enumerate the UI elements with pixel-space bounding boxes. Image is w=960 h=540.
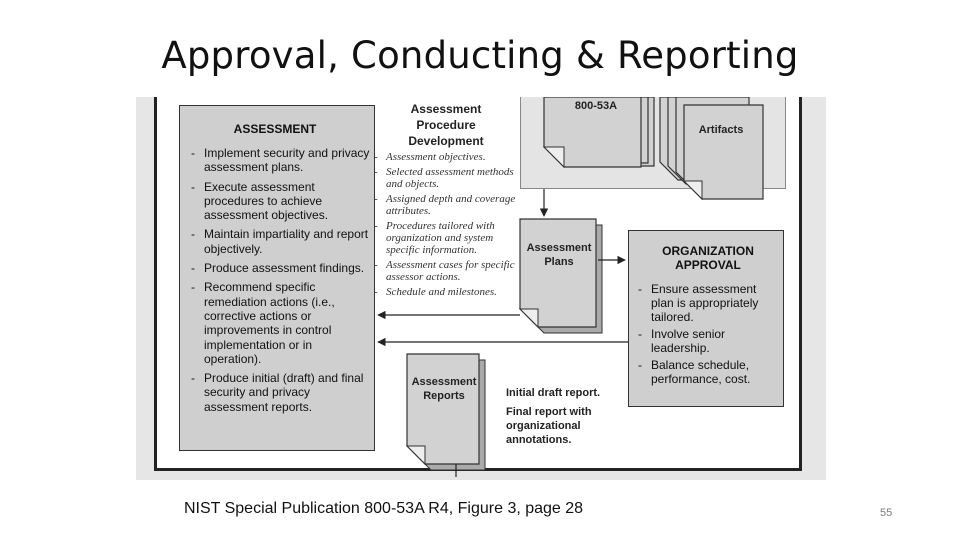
list-item: - Produce assessment findings. [190, 261, 370, 275]
artifacts-label: Artifacts [698, 124, 744, 136]
diagram-graphics [136, 97, 826, 480]
list-item: - Produce initial (draft) and final security and privacy assessment reports. [190, 371, 370, 414]
list-item: - Ensure assessment plan is appropriately tailored. [637, 282, 779, 324]
final-report-note: Final report with organizational annotations. [506, 406, 592, 446]
assessment-plans-document [520, 219, 602, 333]
procedure-development-title: Assessment Procedure Development [408, 102, 484, 148]
list-item: - Assigned depth and coverage attributes. [374, 193, 519, 217]
list-item: - Maintain impartiality and report objectively. [190, 227, 370, 256]
figure-caption: NIST Special Publication 800-53A R4, Figure 3, page 28 [184, 500, 584, 517]
artifacts-document-stack [660, 97, 763, 199]
list-item: - Selected assessment methods and objects. [374, 166, 519, 190]
list-item: - Assessment objectives. [374, 151, 519, 163]
standard-label: 800-53A [574, 100, 618, 112]
assessment-reports-label: Assessment Reports [411, 376, 477, 402]
list-item: - Balance schedule, performance, cost. [637, 358, 779, 386]
list-item: - Assessment cases for specific assessor actions. [374, 259, 519, 283]
list-item: - Schedule and milestones. [374, 286, 519, 298]
list-item: - Execute assessment procedures to achieve assessment objectives. [190, 180, 370, 223]
organization-approval-title: ORGANIZATION APPROVAL [662, 244, 754, 272]
list-item: - Involve senior leadership. [637, 327, 779, 355]
list-item: - Recommend specific remediation actions (i.e., corrective actions or improvements in control implementation or in operation). [190, 280, 370, 366]
list-item: - Procedures tailored with organization and system specific information. [374, 220, 519, 256]
assessment-reports-document [407, 354, 485, 470]
slide-title: Approval, Conducting & Reporting [161, 34, 799, 77]
assessment-title: ASSESSMENT [233, 122, 317, 136]
nist-figure [136, 97, 826, 480]
initial-report-note: Initial draft report. [506, 387, 601, 399]
page-number: 55 [880, 507, 893, 519]
list-item: - Implement security and privacy assessment plans. [190, 146, 370, 175]
assessment-plans-label: Assessment Plans [526, 242, 592, 268]
